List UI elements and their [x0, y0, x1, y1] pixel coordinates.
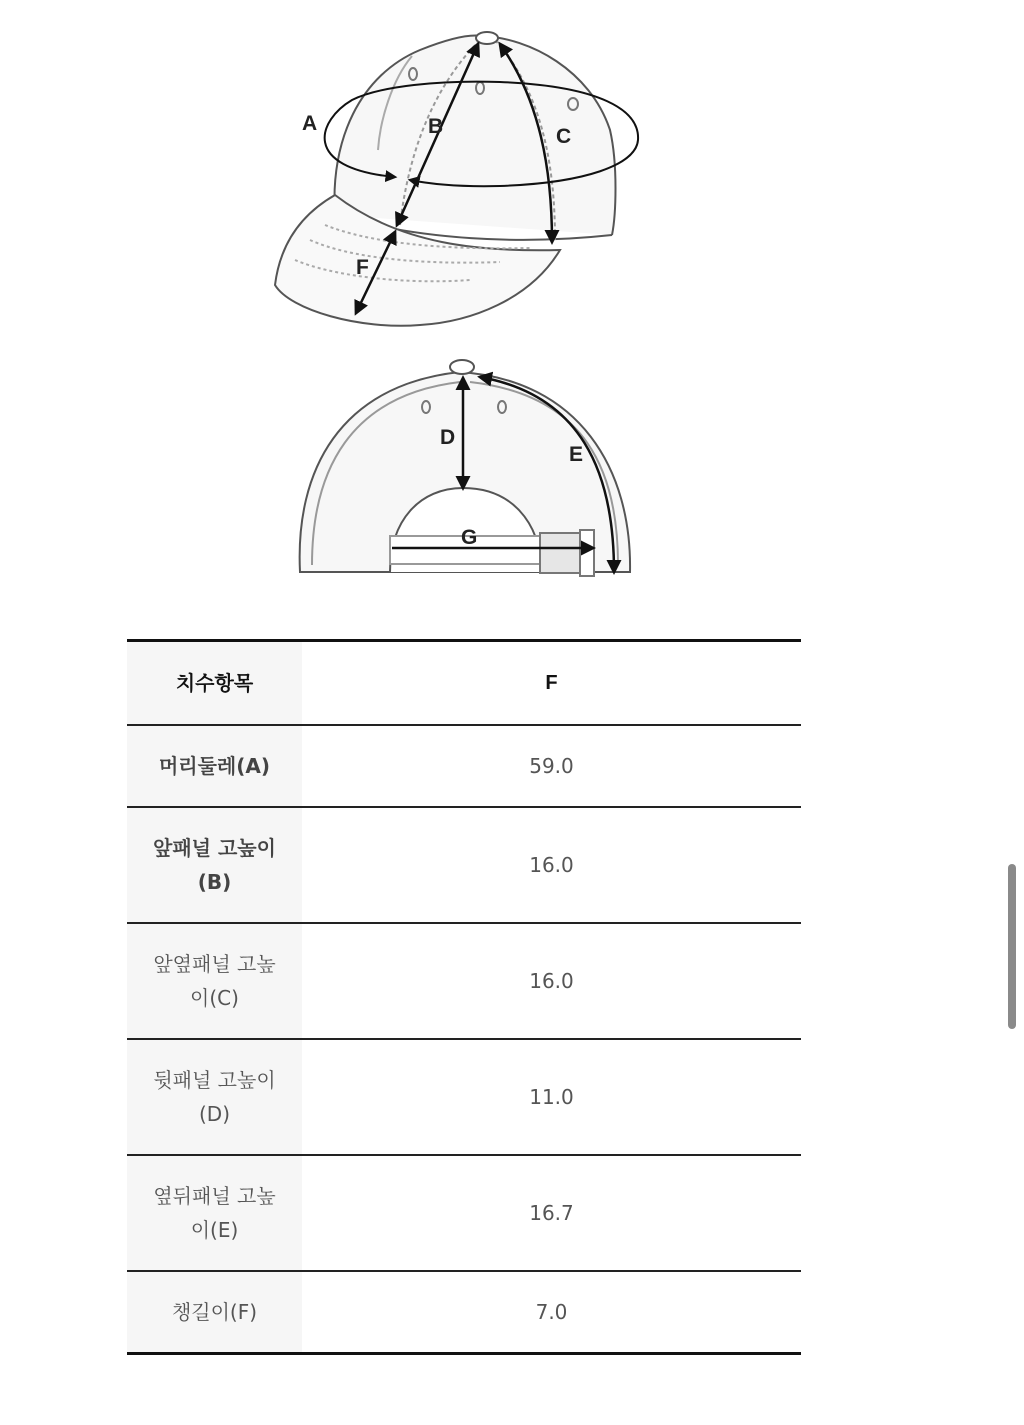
label-d: D — [440, 426, 456, 449]
cap-measurement-diagram — [0, 0, 1024, 600]
row-value: 16.0 — [302, 807, 801, 923]
row-value: 7.0 — [535, 1300, 568, 1324]
row-item: 머리둘레(A) — [158, 754, 271, 778]
row-item: 앞옆패널 고높이(C) — [153, 952, 276, 1010]
table-header-row — [127, 641, 801, 726]
table-row — [127, 1271, 801, 1354]
cap-front-view — [275, 32, 616, 326]
label-c: C — [556, 125, 572, 148]
scrollbar-thumb[interactable] — [1008, 864, 1016, 1029]
size-table — [127, 639, 801, 1355]
label-e: E — [569, 443, 584, 466]
label-a: A — [302, 112, 318, 135]
label-b: B — [428, 115, 444, 138]
row-item: 뒷패널 고높이(D) — [153, 1068, 276, 1126]
row-value: 16.7 — [302, 1155, 801, 1271]
table-row — [127, 725, 801, 807]
row-value: 11.0 — [302, 1039, 801, 1155]
row-item: 옆뒤패널 고높이(E) — [153, 1184, 276, 1242]
row-item: 챙길이(F) — [171, 1300, 258, 1324]
label-g: G — [461, 526, 478, 549]
row-item: 앞패널 고높이(B) — [153, 836, 276, 894]
table-row — [127, 1039, 801, 1155]
row-value: 59.0 — [302, 725, 801, 807]
table-row — [127, 1155, 801, 1271]
table-row — [127, 923, 801, 1039]
table-row — [127, 807, 801, 923]
header-item: 치수항목 — [127, 641, 302, 726]
label-f: F — [356, 256, 369, 279]
header-size: F — [302, 641, 801, 726]
row-value: 16.0 — [302, 923, 801, 1039]
